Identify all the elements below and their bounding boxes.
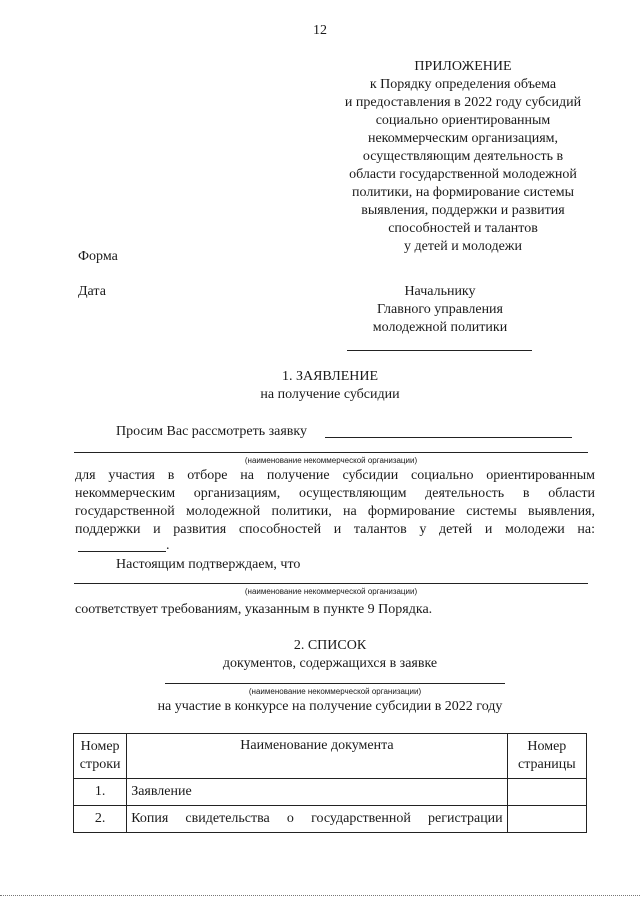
appendix-block: [318, 58, 608, 256]
section1-title: 1. ЗАЯВЛЕНИЕ: [281, 369, 379, 384]
page-edge: [0, 895, 640, 896]
compliance-text: соответствует требованиям, указанным в пункте 9 Порядка.: [75, 602, 433, 617]
confirm-org-line: [74, 583, 588, 584]
appendix-line: выявления, поддержки и развития: [361, 203, 565, 218]
request-text: Просим Вас рассмотреть заявку: [116, 424, 308, 439]
addressee-block: [340, 283, 540, 337]
row-document-name: Заявление: [127, 779, 507, 806]
contest-text: на участие в конкурсе на получение субсидии в 2022 году: [157, 699, 503, 714]
org-caption: (наименование некоммерческой организации): [244, 456, 418, 465]
appendix-line: к Порядку определения объема: [369, 77, 557, 92]
header-row-number: [74, 734, 127, 779]
row-number: 2.: [74, 806, 127, 833]
paragraph-line: государственной молодежной политики, на формирование системы выявления,: [75, 504, 595, 519]
table-row: [74, 806, 587, 833]
addressee-line: Главного управления: [377, 302, 503, 317]
header-text: страницы: [518, 757, 576, 772]
purpose-line: [78, 551, 166, 552]
row-document-name: Копия свидетельства о государственной регистрации: [127, 806, 507, 833]
appendix-line: и предоставления в 2022 году субсидий: [344, 95, 582, 110]
appendix-line: области государственной молодежной: [349, 167, 577, 182]
section2-title: 2. СПИСОК: [293, 638, 367, 653]
header-text: строки: [79, 757, 121, 772]
appendix-line: способностей и талантов: [388, 221, 538, 236]
date-label: Дата: [78, 284, 106, 299]
paragraph-line: поддержки и развития способностей и талантов у детей и молодежи на:: [75, 522, 595, 537]
appendix-title: ПРИЛОЖЕНИЕ: [414, 59, 512, 74]
header-page-number: [507, 734, 586, 779]
row-page-number: [507, 806, 586, 833]
addressee-signature-line: [347, 350, 532, 351]
appendix-line: социально ориентированным: [375, 113, 551, 128]
table-row: [74, 779, 587, 806]
appendix-line: политики, на формирование системы: [352, 185, 574, 200]
header-document-name: Наименование документа: [127, 734, 507, 779]
confirm-text: Настоящим подтверждаем, что: [116, 557, 301, 572]
org-name-line: [74, 452, 588, 453]
confirm-caption: (наименование некоммерческой организации): [244, 587, 418, 596]
section1-subtitle: на получение субсидии: [260, 387, 400, 402]
section2-subtitle: документов, содержащихся в заявке: [222, 656, 438, 671]
appendix-line: у детей и молодежи: [404, 239, 522, 254]
appendix-line: осуществляющим деятельность в: [362, 149, 564, 164]
trailing-period: .: [166, 538, 170, 553]
addressee-line: Начальнику: [404, 284, 476, 299]
row-number: 1.: [74, 779, 127, 806]
request-paragraph: [75, 467, 595, 539]
header-text: Номер: [527, 739, 567, 754]
section2-org-line: [165, 683, 505, 684]
table-header-row: [74, 734, 587, 779]
form-label: Форма: [78, 249, 118, 264]
appendix-line: некоммерческим организациям,: [367, 131, 559, 146]
paragraph-line: некоммерческим организациям, осуществляющим деятельность в области: [75, 486, 595, 501]
paragraph-line: для участия в отборе на получение субсидии социально ориентированным: [75, 468, 595, 483]
page-number: 12: [313, 23, 327, 38]
row-page-number: [507, 779, 586, 806]
section2-org-caption: (наименование некоммерческой организации): [248, 687, 422, 696]
addressee-line: молодежной политики: [372, 320, 508, 335]
documents-table: [73, 733, 587, 833]
header-text: Номер: [80, 739, 120, 754]
request-org-line: [325, 437, 572, 438]
